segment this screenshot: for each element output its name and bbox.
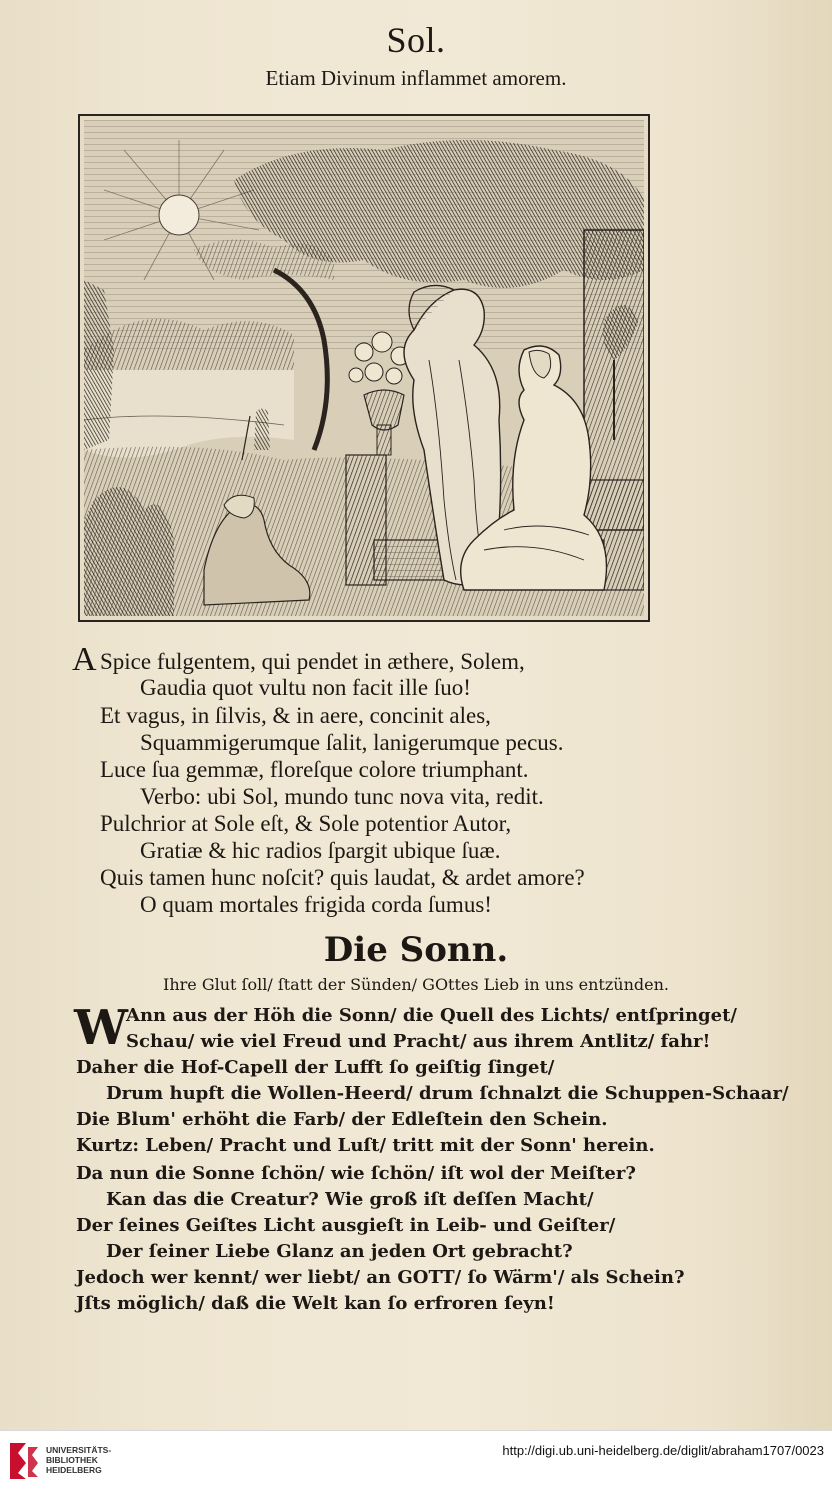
german-line-6: Kurtz: Leben/ Pracht und Luſt/ tritt mit der Sonn' herein.: [76, 1135, 655, 1156]
german-line-8: Kan das die Creatur? Wie groß iſt deſſen Macht/: [106, 1189, 594, 1210]
latin-line-6: Verbo: ubi Sol, mundo tunc nova vita, redit.: [140, 784, 544, 809]
viewer-footer: [0, 1430, 832, 1491]
latin-line-9: Quis tamen hunc noſcit? quis laudat, & ardet amore?: [100, 865, 585, 890]
german-line-10: Der ſeiner Liebe Glanz an jeden Ort gebracht?: [106, 1241, 573, 1262]
german-title: Die Sonn.: [323, 930, 509, 970]
latin-line-2: Gaudia quot vultu non facit ille ſuo!: [140, 675, 471, 700]
german-motto: Ihre Glut ſoll/ ſtatt der Sünden/ GOttes Lieb in uns entzünden.: [163, 975, 669, 994]
german-line-3: Daher die Hof-Capell der Lufft ſo geiſtig ſinget/: [76, 1057, 555, 1078]
german-line-7: Da nun die Sonne ſchön/ wie ſchön/ iſt wol der Meiſter?: [76, 1163, 636, 1184]
engraving-image: [84, 120, 644, 616]
latin-line-1: Spice fulgentem, qui pendet in æthere, Solem,: [100, 649, 525, 674]
latin-dropcap: A: [72, 641, 97, 678]
german-line-11: Jedoch wer kennt/ wer liebt/ an GOTT/ ſo Wärm'/ als Schein?: [76, 1267, 685, 1288]
german-line-2: Schau/ wie viel Freud und Pracht/ aus ihrem Antlitz/ fahr!: [126, 1031, 711, 1052]
university-library-logo-icon: [8, 1441, 40, 1481]
latin-line-8: Gratiæ & hic radios ſpargit ubique ſuæ.: [140, 838, 501, 863]
latin-line-3: Et vagus, in ſilvis, & in aere, concinit ales,: [100, 703, 491, 728]
latin-line-5: Luce ſua gemmæ, floreſque colore triumphant.: [100, 757, 529, 782]
german-line-4: Drum hupft die Wollen-Heerd/ drum ſchnalzt die Schuppen-Schaar/: [106, 1083, 789, 1104]
german-line-5: Die Blum' erhöht die Farb/ der Edleſtein den Schein.: [76, 1109, 608, 1130]
german-dropcap: W: [74, 1000, 128, 1056]
latin-line-4: Squammigerumque ſalit, lanigerumque pecus.: [140, 730, 564, 755]
engraving-illustration: [78, 114, 650, 622]
page-motto: Etiam Divinum inflammet amorem.: [265, 66, 567, 90]
source-url-link[interactable]: http://digi.ub.uni-heidelberg.de/diglit/abraham1707/0023: [502, 1443, 824, 1458]
german-line-9: Der ſeines Geiſtes Licht ausgieſt in Leib- und Geiſter/: [76, 1215, 616, 1236]
latin-line-10: O quam mortales frigida corda ſumus!: [140, 892, 492, 917]
latin-line-7: Pulchrior at Sole eſt, & Sole potentior Autor,: [100, 811, 512, 836]
german-line-12: Jſts möglich/ daß die Welt kan ſo erfroren ſeyn!: [76, 1293, 555, 1314]
german-line-1: Ann aus der Höh die Sonn/ die Quell des Lichts/ entſpringet/: [126, 1005, 737, 1026]
university-library-logo-text: UNIVERSITÄTS- BIBLIOTHEK HEIDELBERG: [46, 1445, 112, 1475]
page-title: Sol.: [386, 20, 446, 60]
